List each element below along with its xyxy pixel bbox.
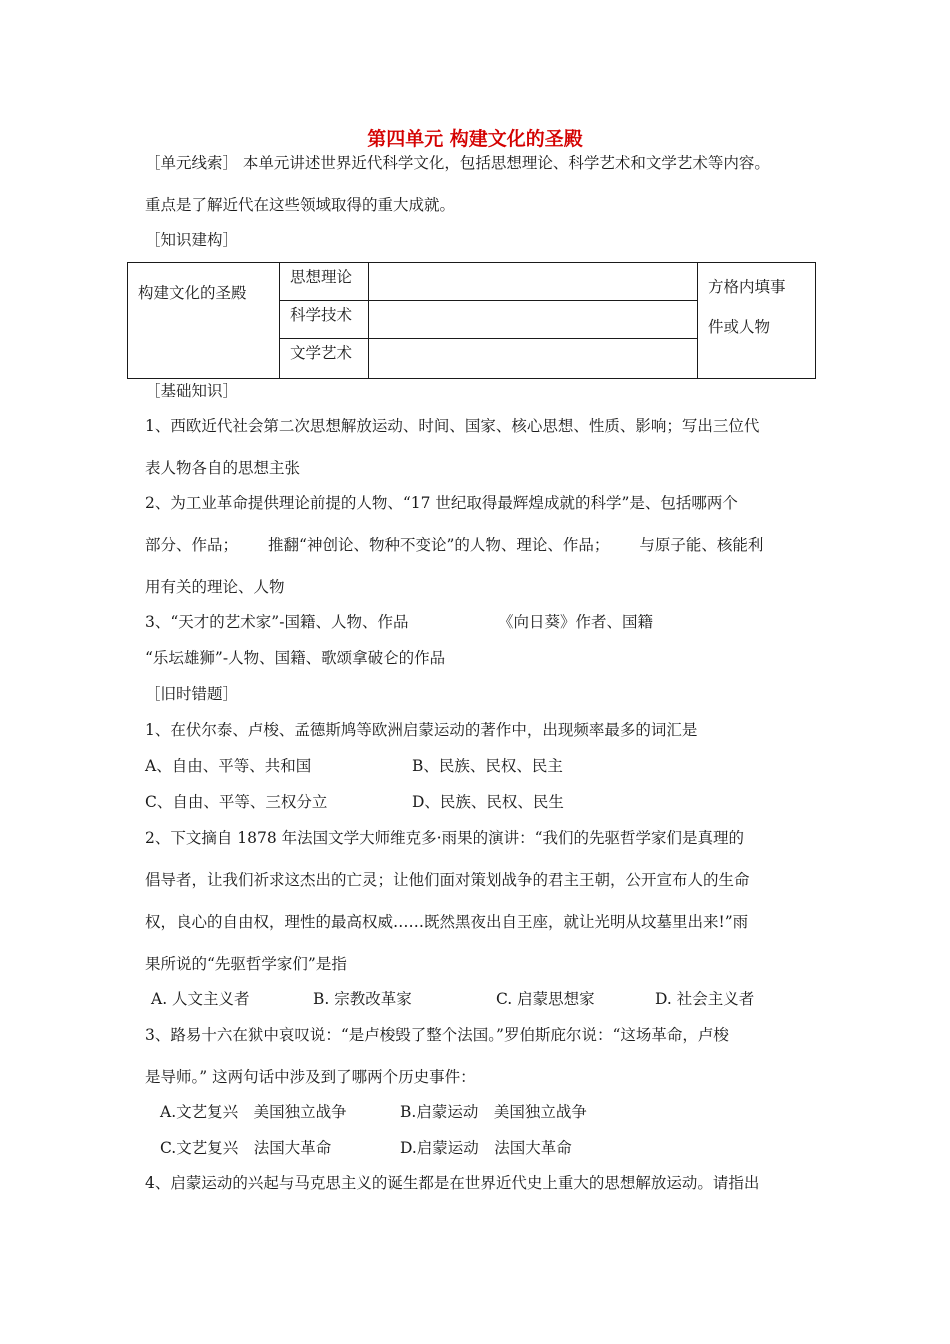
knowledge-heading: ［知识建构］ bbox=[145, 231, 239, 249]
basics-q3-line-1a: 3、“天才的艺术家”-国籍、人物、作品 bbox=[145, 613, 409, 631]
table-note bbox=[698, 263, 816, 379]
review-q3-option-c[interactable]: C.文艺复兴 法国大革命 bbox=[160, 1139, 332, 1157]
review-q2-option-a[interactable]: A. 人文主义者 bbox=[151, 990, 250, 1008]
answer-cell-thought[interactable] bbox=[369, 263, 698, 301]
knowledge-table bbox=[127, 262, 816, 379]
basics-heading: ［基础知识］ bbox=[145, 382, 239, 400]
review-q3-option-d[interactable]: D.启蒙运动 法国大革命 bbox=[400, 1139, 572, 1157]
review-q2-option-c[interactable]: C. 启蒙思想家 bbox=[496, 990, 595, 1008]
basics-q2-line-2b: 推翻“神创论、物种不变论”的人物、理论、作品； bbox=[268, 536, 610, 554]
review-heading: ［旧时错题］ bbox=[145, 685, 239, 703]
review-q2-line-4: 果所说的“先驱哲学家们”是指 bbox=[145, 955, 347, 973]
review-q4-line-1: 4、启蒙运动的兴起与马克思主义的诞生都是在世界近代史上重大的思想解放运动。请指出 bbox=[145, 1174, 760, 1192]
review-q3-option-a[interactable]: A.文艺复兴 美国独立战争 bbox=[160, 1103, 347, 1121]
review-q3-line-1: 3、路易十六在狱中哀叹说：“是卢梭毁了整个法国。”罗伯斯庇尔说：“这场革命，卢梭 bbox=[145, 1026, 729, 1044]
review-q1: 1、在伏尔泰、卢梭、孟德斯鸠等欧洲启蒙运动的著作中，出现频率最多的词汇是 bbox=[145, 721, 698, 739]
review-q2-option-d[interactable]: D. 社会主义者 bbox=[655, 990, 755, 1008]
review-q2-line-3: 权，良心的自由权，理性的最高权威……既然黑夜出自王座，就让光明从坟墓里出来!”雨 bbox=[145, 913, 749, 931]
review-q1-option-a[interactable]: A、自由、平等、共和国 bbox=[145, 757, 312, 775]
answer-cell-science[interactable] bbox=[369, 301, 698, 339]
basics-q2-line-1: 2、为工业革命提供理论前提的人物、“17 世纪取得最辉煌成就的科学”是、包括哪两个 bbox=[145, 494, 738, 512]
category-literature-art: 文学艺术 bbox=[280, 339, 369, 379]
table-note-line-2: 件或人物 bbox=[708, 318, 771, 336]
category-thought-theory: 思想理论 bbox=[280, 263, 369, 301]
unit-intro-line-2: 重点是了解近代在这些领域取得的重大成就。 bbox=[145, 196, 456, 214]
unit-intro-line-1: ［单元线索］ 本单元讲述世界近代科学文化，包括思想理论、科学艺术和文学艺术等内容。 bbox=[145, 154, 770, 172]
review-q1-option-d[interactable]: D、民族、民权、民生 bbox=[412, 793, 564, 811]
review-q1-option-c[interactable]: C、自由、平等、三权分立 bbox=[145, 793, 328, 811]
basics-q2-line-3: 用有关的理论、人物 bbox=[145, 578, 285, 596]
basics-q3-line-2: “乐坛雄狮”-人物、国籍、歌颂拿破仑的作品 bbox=[145, 649, 446, 667]
basics-q2-line-2a: 部分、作品； bbox=[145, 536, 239, 554]
basics-q2-line-2 bbox=[145, 535, 763, 555]
basics-q1-line-1: 1、西欧近代社会第二次思想解放运动、时间、国家、核心思想、性质、影响；写出三位代 bbox=[145, 417, 760, 435]
table-main-label: 构建文化的圣殿 bbox=[128, 263, 280, 379]
review-q2-line-2: 倡导者，让我们祈求这杰出的亡灵；让他们面对策划战争的君主王朝，公开宣布人的生命 bbox=[145, 871, 750, 889]
review-q2-option-b[interactable]: B. 宗教改革家 bbox=[313, 990, 412, 1008]
page-title: 第四单元 构建文化的圣殿 bbox=[367, 128, 583, 150]
basics-q3-line-1b: 《向日葵》作者、国籍 bbox=[498, 613, 654, 631]
category-science-tech: 科学技术 bbox=[280, 301, 369, 339]
review-q3-line-2: 是导师。” 这两句话中涉及到了哪两个历史事件： bbox=[145, 1068, 476, 1086]
answer-cell-literature[interactable] bbox=[369, 339, 698, 379]
review-q1-option-b[interactable]: B、民族、民权、民主 bbox=[412, 757, 563, 775]
basics-q1-line-2: 表人物各自的思想主张 bbox=[145, 459, 301, 477]
basics-q2-line-2c: 与原子能、核能利 bbox=[639, 536, 764, 554]
review-q3-option-b[interactable]: B.启蒙运动 美国独立战争 bbox=[400, 1103, 587, 1121]
review-q2-line-1: 2、下文摘自 1878 年法国文学大师维克多·雨果的演讲：“我们的先驱哲学家们是真理的 bbox=[145, 829, 745, 847]
table-note-line-1: 方格内填事 bbox=[708, 278, 786, 296]
